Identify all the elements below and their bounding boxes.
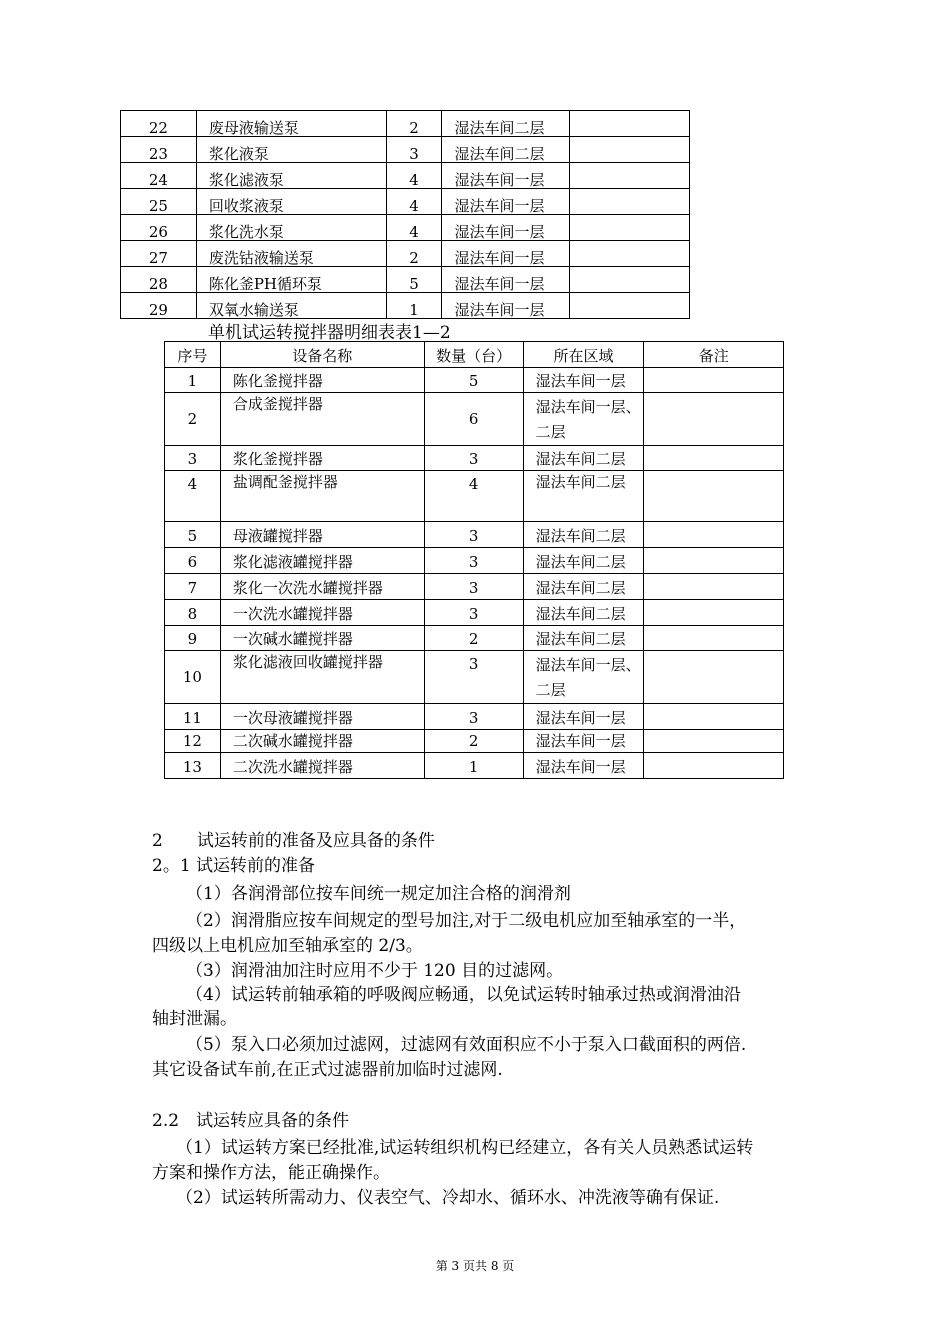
quantity: 2: [386, 241, 442, 267]
row-no: 24: [121, 163, 197, 189]
paragraph: （1）各润滑部位按车间统一规定加注合格的润滑剂: [186, 884, 571, 904]
location: 湿法车间一层: [523, 753, 644, 779]
page-number: 第 3 页共 8 页: [435, 1259, 515, 1273]
equipment-name: 浆化洗水泵: [196, 215, 386, 241]
quantity: 3: [424, 704, 523, 730]
quantity: 3: [424, 548, 523, 574]
row-no: 27: [121, 241, 197, 267]
row-no: 13: [165, 753, 221, 779]
header-location: 所在区域: [523, 342, 644, 368]
equipment-name: 陈化釜PH循环泵: [196, 267, 386, 293]
header-no: 序号: [165, 342, 221, 368]
table-row: [165, 446, 784, 471]
paragraph-continued: 四级以上电机应加至轴承室的 2/3。: [152, 936, 423, 956]
table-header-row: [165, 342, 784, 368]
equipment-name: 废母液输送泵: [196, 111, 386, 137]
remark: [644, 730, 784, 753]
location: 湿法车间一层: [523, 368, 644, 393]
equipment-name: 双氧水输送泵: [196, 293, 386, 319]
paragraph: （4）试运转前轴承箱的呼吸阀应畅通，以免试运转时轴承过热或润滑油沿: [186, 985, 741, 1005]
row-no: 2: [165, 393, 221, 446]
table-row: [165, 626, 784, 651]
remark: [644, 393, 784, 446]
quantity: 4: [386, 215, 442, 241]
location: 湿法车间二层: [523, 471, 644, 522]
paragraph-continued: 轴封泄漏。: [152, 1009, 237, 1029]
row-no: 8: [165, 600, 221, 626]
remark: [644, 471, 784, 522]
quantity: 1: [424, 753, 523, 779]
remark: [570, 241, 690, 267]
equipment-name: 合成釜搅拌器: [220, 393, 424, 446]
location: 湿法车间一层: [442, 163, 570, 189]
remark: [570, 293, 690, 319]
header-remark: 备注: [644, 342, 784, 368]
location: 湿法车间二层: [523, 574, 644, 600]
location: 湿法车间一层: [523, 730, 644, 753]
row-no: 5: [165, 522, 221, 548]
equipment-name: 浆化釜搅拌器: [220, 446, 424, 471]
quantity: 1: [386, 293, 442, 319]
table-row: [121, 241, 690, 267]
agitator-table: [164, 341, 784, 779]
section-heading: 2 试运转前的准备及应具备的条件: [152, 831, 435, 851]
row-no: 10: [165, 651, 221, 704]
remark: [644, 522, 784, 548]
location: 湿法车间二层: [523, 600, 644, 626]
row-no: 6: [165, 548, 221, 574]
quantity: 5: [424, 368, 523, 393]
row-no: 1: [165, 368, 221, 393]
paragraph: （2）润滑脂应按车间规定的型号加注,对于二级电机应加至轴承室的一半，: [186, 911, 747, 931]
location: 湿法车间一层: [442, 267, 570, 293]
paragraph: （2）试运转所需动力、仪表空气、冷却水、循环水、冲洗液等确有保证.: [176, 1188, 720, 1208]
quantity: 3: [386, 137, 442, 163]
row-no: 3: [165, 446, 221, 471]
location: 湿法车间二层: [523, 522, 644, 548]
location: 湿法车间二层: [523, 626, 644, 651]
remark: [570, 189, 690, 215]
remark: [570, 137, 690, 163]
table-row: [121, 293, 690, 319]
remark: [644, 651, 784, 704]
location: 湿法车间二层: [523, 548, 644, 574]
quantity: 4: [386, 163, 442, 189]
quantity: 3: [424, 651, 523, 704]
equipment-name: 一次碱水罐搅拌器: [220, 626, 424, 651]
remark: [644, 600, 784, 626]
paragraph-continued: 方案和操作方法，能正确操作。: [152, 1163, 390, 1183]
paragraph: （1）试运转方案已经批准,试运转组织机构已经建立，各有关人员熟悉试运转: [176, 1138, 754, 1158]
row-no: 26: [121, 215, 197, 241]
subsection-heading: 2。1 试运转前的准备: [152, 856, 316, 876]
row-no: 22: [121, 111, 197, 137]
table-row: [165, 600, 784, 626]
table-row: [165, 574, 784, 600]
table-caption: 单机试运转搅拌器明细表表1—2: [208, 323, 451, 343]
table-row: [165, 522, 784, 548]
header-quantity: 数量（台）: [424, 342, 523, 368]
location: 湿法车间一层: [523, 704, 644, 730]
equipment-name: 浆化滤液罐搅拌器: [220, 548, 424, 574]
remark: [644, 626, 784, 651]
location: 湿法车间二层: [442, 137, 570, 163]
quantity: 3: [424, 446, 523, 471]
table-row: [121, 267, 690, 293]
row-no: 25: [121, 189, 197, 215]
remark: [570, 215, 690, 241]
equipment-name: 陈化釜搅拌器: [220, 368, 424, 393]
row-no: 23: [121, 137, 197, 163]
equipment-name: 一次母液罐搅拌器: [220, 704, 424, 730]
table-row: [165, 548, 784, 574]
row-no: 9: [165, 626, 221, 651]
quantity: 3: [424, 600, 523, 626]
quantity: 2: [386, 111, 442, 137]
quantity: 4: [386, 189, 442, 215]
remark: [644, 574, 784, 600]
table-row: [165, 651, 784, 704]
subsection-heading: 2.2 试运转应具备的条件: [152, 1111, 350, 1131]
quantity: 3: [424, 522, 523, 548]
quantity: 3: [424, 574, 523, 600]
location: 湿法车间二层: [523, 446, 644, 471]
quantity: 4: [424, 471, 523, 522]
paragraph: （5）泵入口必须加过滤网，过滤网有效面积应不小于泵入口截面积的两倍.: [186, 1035, 747, 1055]
remark: [570, 111, 690, 137]
equipment-name: 盐调配釜搅拌器: [220, 471, 424, 522]
equipment-name: 浆化滤液泵: [196, 163, 386, 189]
location: 湿法车间一层: [442, 215, 570, 241]
remark: [570, 163, 690, 189]
row-no: 4: [165, 471, 221, 522]
table-row: [165, 393, 784, 446]
table-row: [165, 368, 784, 393]
equipment-name: 浆化液泵: [196, 137, 386, 163]
equipment-name: 浆化一次洗水罐搅拌器: [220, 574, 424, 600]
equipment-name: 浆化滤液回收罐搅拌器: [220, 651, 424, 704]
table-row: [121, 111, 690, 137]
equipment-name: 废洗钴液输送泵: [196, 241, 386, 267]
pump-table: [120, 110, 690, 319]
location: 湿法车间一层: [442, 293, 570, 319]
table-row: [165, 753, 784, 779]
location: 湿法车间一层: [442, 241, 570, 267]
remark: [644, 704, 784, 730]
row-no: 11: [165, 704, 221, 730]
quantity: 6: [424, 393, 523, 446]
equipment-name: 回收浆液泵: [196, 189, 386, 215]
equipment-name: 二次洗水罐搅拌器: [220, 753, 424, 779]
paragraph-continued: 其它设备试车前,在正式过滤器前加临时过滤网.: [152, 1060, 503, 1080]
equipment-name: 母液罐搅拌器: [220, 522, 424, 548]
table-row: [121, 215, 690, 241]
quantity: 2: [424, 730, 523, 753]
remark: [644, 368, 784, 393]
location: 湿法车间一层: [442, 189, 570, 215]
location: 湿法车间二层: [442, 111, 570, 137]
remark: [644, 446, 784, 471]
equipment-name: 二次碱水罐搅拌器: [220, 730, 424, 753]
quantity: 5: [386, 267, 442, 293]
row-no: 12: [165, 730, 221, 753]
quantity: 2: [424, 626, 523, 651]
table-row: [121, 163, 690, 189]
header-name: 设备名称: [220, 342, 424, 368]
location: 湿法车间一层、二层: [523, 651, 644, 704]
paragraph: （3）润滑油加注时应用不少于 120 目的过滤网。: [186, 961, 564, 981]
table-row: [165, 704, 784, 730]
row-no: 7: [165, 574, 221, 600]
location: 湿法车间一层、二层: [523, 393, 644, 446]
remark: [644, 548, 784, 574]
table-row: [121, 137, 690, 163]
equipment-name: 一次洗水罐搅拌器: [220, 600, 424, 626]
table-row: [121, 189, 690, 215]
table-row: [165, 471, 784, 522]
row-no: 28: [121, 267, 197, 293]
row-no: 29: [121, 293, 197, 319]
table-row: [165, 730, 784, 753]
remark: [570, 267, 690, 293]
remark: [644, 753, 784, 779]
